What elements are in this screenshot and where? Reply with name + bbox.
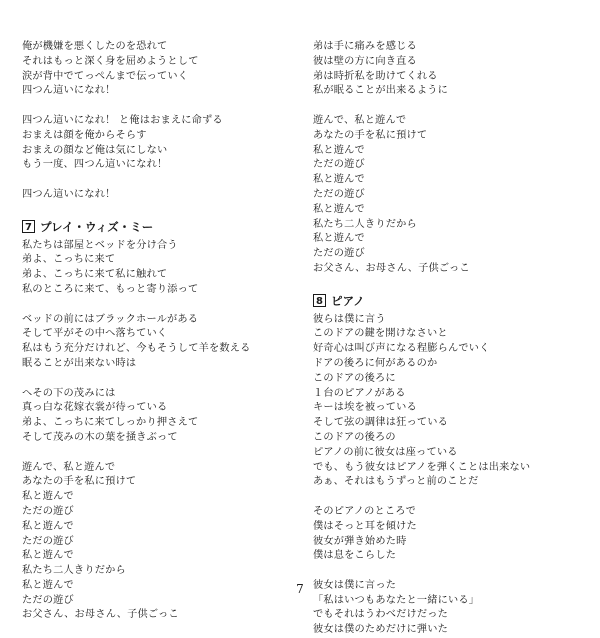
right-intro-lyrics: [313, 40, 583, 277]
lyric-line: このドアの後ろに: [313, 372, 396, 384]
lyric-line: 私たちは部屋とベッドを分け合う: [22, 239, 178, 251]
lyric-line: でも、もう彼女はピアノを弾くことは出来ない: [313, 461, 531, 473]
lyric-line: 私と遊んで: [22, 550, 74, 562]
lyric-line: お父さん、お母さん、子供ごっこ: [313, 262, 470, 274]
lyric-line: 彼女が弾き始めた時: [313, 535, 407, 547]
lyric-line: 遊んで、私と遊んで: [313, 114, 407, 126]
lyric-line: 私はもう充分だけれど、今もそうして羊を数える: [22, 343, 251, 355]
lyric-line: キーは埃を被っている: [313, 402, 417, 414]
song-8-heading: [313, 293, 583, 309]
lyric-line: ただの遊び: [313, 159, 365, 171]
song-7-title: プレイ・ウィズ・ミー: [40, 219, 154, 234]
lyric-line: それはもっと深く身を屈めようとして: [22, 55, 199, 67]
lyric-line: へその下の茂みには: [22, 387, 116, 399]
lyric-line: 私が眠ることが出来るように: [313, 85, 449, 97]
lyric-line: 私と遊んで: [313, 233, 365, 245]
lyric-line: ドアの後ろに何があるのか: [313, 357, 438, 369]
lyric-line: 私と遊んで: [313, 203, 365, 215]
lyric-line: 四つん這いになれ！ と俺はおまえに命ずる: [22, 114, 223, 126]
lyric-line: 彼女は僕のためだけに弾いた: [313, 624, 449, 636]
stanza-break: [22, 99, 290, 114]
lyric-line: 四つん這いになれ！: [22, 188, 116, 200]
left-column: [22, 40, 290, 623]
lyric-line: 涙が背中でてっぺんまで伝っていく: [22, 70, 189, 82]
lyric-line: もう一度、四つん這いになれ！: [22, 159, 168, 171]
page-number: 7: [296, 582, 304, 596]
lyric-line: 僕はそっと耳を傾けた: [313, 520, 417, 532]
lyric-line: 弟よ、こっちに来て私に触れて: [22, 269, 168, 281]
stanza-break: [22, 173, 290, 188]
lyric-line: １台のピアノがある: [313, 387, 406, 399]
lyric-line: 私のところに来て、もっと寄り添って: [22, 283, 199, 295]
track-number-badge: 7: [22, 220, 35, 233]
stanza-break: [22, 372, 290, 387]
lyric-line: 私と遊んで: [313, 144, 365, 156]
lyric-line: このドアの後ろの: [313, 431, 396, 443]
song-7-heading: [22, 219, 290, 235]
lyric-line: お父さん、お母さん、子供ごっこ: [22, 609, 179, 621]
lyric-line: あぁ、それはもうずっと前のことだ: [313, 476, 479, 488]
lyric-line: 僕は息をこらした: [313, 550, 397, 562]
lyric-line: そして茂みの木の葉を掻きぶって: [22, 431, 178, 443]
lyric-line: あなたの手を私に預けて: [313, 129, 428, 141]
lyric-line: 彼は壁の方に向き直る: [313, 55, 417, 67]
lyric-line: 彼女は僕に言った: [313, 579, 397, 591]
lyric-line: 私と遊んで: [22, 579, 74, 591]
song-7-lyrics: [22, 239, 290, 624]
lyric-line: 好奇心は叫び声になる程膨らんでいく: [313, 343, 490, 355]
lyric-line: おまえは顔を俺からそらす: [22, 129, 147, 141]
lyric-line: 眠ることが出来ない時は: [22, 357, 137, 369]
lyric-line: ただの遊び: [313, 248, 365, 260]
lyric-line: 俺が機嫌を悪くしたのを恐れて: [22, 41, 168, 52]
lyric-line: 弟よ、こっちに来て: [22, 254, 116, 266]
stanza-break: [313, 99, 583, 114]
lyric-line: 私と遊んで: [313, 174, 365, 186]
lyric-line: でもそれはうわべだけだった: [313, 609, 449, 621]
stanza-break: [313, 564, 583, 579]
right-column: [313, 40, 583, 638]
lyric-line: そして平がその中へ落ちていく: [22, 328, 168, 340]
lyric-line: 弟よ、こっちに来てしっかり押さえて: [22, 417, 199, 429]
lyric-line: 私たち二人きりだから: [313, 218, 417, 230]
lyric-line: 弟は手に痛みを感じる: [313, 41, 417, 52]
lyric-line: 「私はいつもあなたと一緒にいる」: [313, 594, 480, 606]
lyric-line: 私と遊んで: [22, 491, 74, 503]
stanza-break: [22, 298, 290, 313]
lyric-line: ただの遊び: [22, 594, 74, 606]
lyric-line: ただの遊び: [22, 505, 74, 517]
lyric-line: おまえの顔など俺は気にしない: [22, 144, 168, 156]
lyric-line: そのピアノのところで: [313, 505, 416, 517]
lyric-line: 遊んで、私と遊んで: [22, 461, 116, 473]
lyric-line: そして弦の調律は狂っている: [313, 417, 449, 429]
lyric-line: このドアの鍵を開けなさいと: [313, 328, 448, 340]
lyric-line: 私たち二人きりだから: [22, 565, 126, 577]
stanza-break: [22, 446, 290, 461]
lyric-line: 彼らは僕に言う: [313, 313, 386, 325]
lyric-line: ピアノの前に彼女は座っている: [313, 446, 458, 458]
lyric-line: 四つん這いになれ！: [22, 85, 116, 97]
lyric-line: あなたの手を私に預けて: [22, 476, 137, 488]
lyric-line: 弟は時折私を助けてくれる: [313, 70, 438, 82]
stanza-break: [313, 490, 583, 505]
track-number-badge: 8: [313, 294, 326, 307]
lyric-line: ただの遊び: [313, 188, 365, 200]
song-8-title: ピアノ: [331, 293, 365, 308]
lyric-line: ただの遊び: [22, 535, 74, 547]
lyric-line: 真っ白な花嫁衣裳が待っている: [22, 402, 168, 414]
lyric-line: 私と遊んで: [22, 520, 74, 532]
left-intro-lyrics: [22, 40, 290, 203]
lyric-line: ベッドの前にはブラックホールがある: [22, 313, 199, 325]
